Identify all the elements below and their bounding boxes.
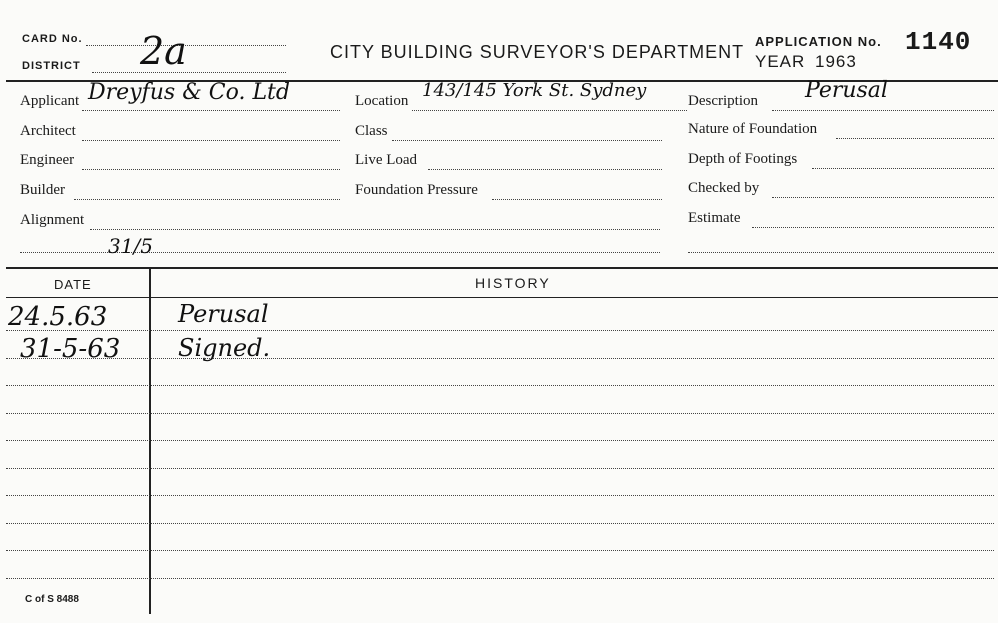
department-title: CITY BUILDING SURVEYOR'S DEPARTMENT xyxy=(330,42,745,62)
history-text: Signed. xyxy=(178,334,271,362)
district-label: DISTRICT xyxy=(22,60,81,72)
district-line xyxy=(92,72,286,73)
history-date: 31-5-63 xyxy=(20,334,121,364)
architect-line xyxy=(82,140,340,141)
alignment-note: 31/5 xyxy=(108,234,153,258)
history-ruled-line xyxy=(6,330,994,331)
liveload-label: Live Load xyxy=(355,152,418,168)
history-ruled-line xyxy=(6,440,994,441)
location-value: 143/145 York St. Sydney xyxy=(422,80,647,101)
history-date: 24.5.63 xyxy=(8,302,108,332)
history-ruled-line xyxy=(6,578,994,579)
depth-label: Depth of Footings xyxy=(688,151,798,167)
history-ruled-line xyxy=(6,385,994,386)
builder-label: Builder xyxy=(20,182,65,198)
pressure-label: Foundation Pressure xyxy=(355,182,478,198)
nature-label: Nature of Foundation xyxy=(688,121,818,137)
engineer-label: Engineer xyxy=(20,152,75,168)
estimate-label: Estimate xyxy=(688,210,741,226)
history-header: HISTORY xyxy=(475,275,551,291)
date-column-divider xyxy=(149,269,151,614)
date-header: DATE xyxy=(54,277,92,292)
checked-label: Checked by xyxy=(688,180,760,196)
depth-line xyxy=(812,168,994,169)
history-text: Perusal xyxy=(178,300,269,328)
history-ruled-line xyxy=(6,523,994,524)
liveload-line xyxy=(428,169,662,170)
applicant-line xyxy=(82,110,340,111)
nature-line xyxy=(836,138,994,139)
alignment-line xyxy=(90,229,660,230)
class-line xyxy=(392,140,662,141)
history-ruled-line xyxy=(6,495,994,496)
description-line xyxy=(772,110,994,111)
history-ruled-line xyxy=(6,468,994,469)
description-label: Description xyxy=(688,93,758,109)
estimate-line xyxy=(752,227,994,228)
history-ruled-line xyxy=(6,358,994,359)
year-value: 1963 xyxy=(815,52,857,71)
history-top-rule xyxy=(6,267,998,269)
alignment-label: Alignment xyxy=(20,212,85,228)
application-number: 1140 xyxy=(905,27,972,57)
architect-label: Architect xyxy=(20,123,76,139)
estimate-line-2 xyxy=(688,252,994,253)
builder-line xyxy=(74,199,340,200)
engineer-line xyxy=(82,169,340,170)
applicant-label: Applicant xyxy=(20,93,80,109)
location-label: Location xyxy=(355,93,409,109)
card-no-label: CARD No. xyxy=(22,33,83,45)
history-header-rule xyxy=(6,297,998,298)
history-ruled-line xyxy=(6,413,994,414)
card-no-value: 2a xyxy=(140,29,187,73)
checked-line xyxy=(772,197,994,198)
pressure-line xyxy=(492,199,662,200)
history-ruled-line xyxy=(6,550,994,551)
location-line xyxy=(412,110,687,111)
application-label: APPLICATION No. xyxy=(755,34,882,49)
class-label: Class xyxy=(355,123,388,139)
description-value: Perusal xyxy=(805,78,888,103)
applicant-value: Dreyfus & Co. Ltd xyxy=(88,80,290,105)
year-label: YEAR xyxy=(755,52,806,71)
form-code: C of S 8488 xyxy=(25,594,79,605)
